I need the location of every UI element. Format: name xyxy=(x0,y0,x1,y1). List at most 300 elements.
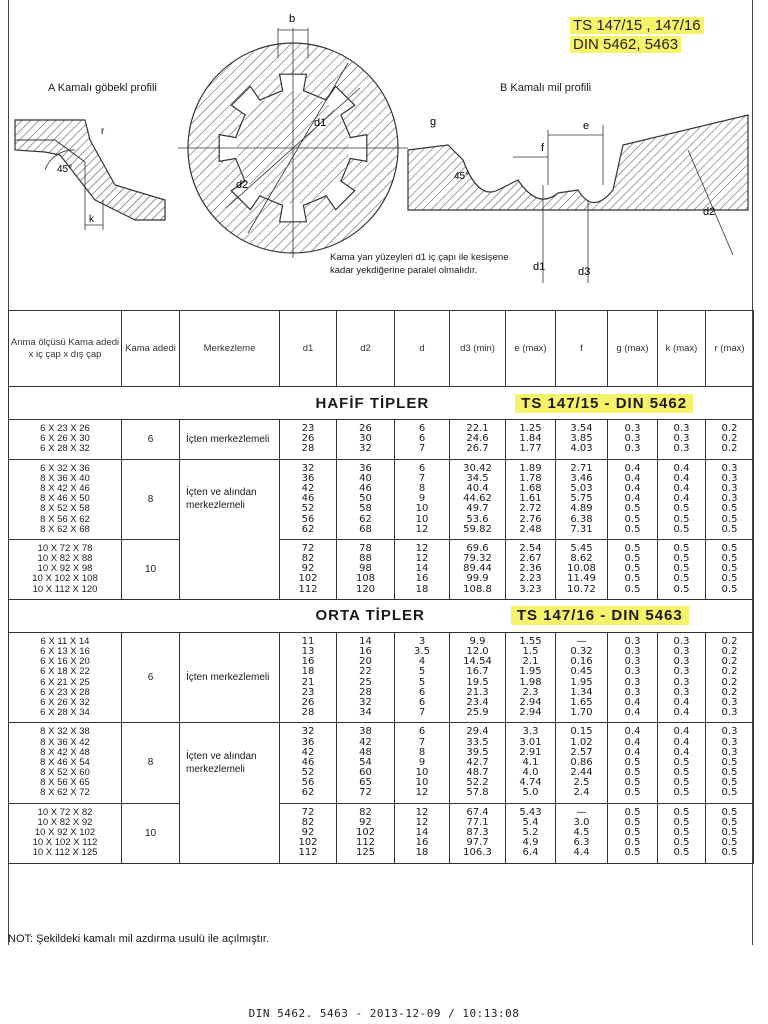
value-k: 0.4 xyxy=(673,746,690,758)
key-count-cell: 6 xyxy=(122,632,180,723)
value-d: 10 xyxy=(415,767,429,779)
value-d3: 22.1 xyxy=(466,423,489,434)
value-d2: 112 xyxy=(355,837,376,849)
value-d3: 9.9 xyxy=(469,635,486,647)
col-k-cell xyxy=(658,420,706,460)
section-title: HAFİF TİPLER xyxy=(315,394,430,412)
centering-cell: İçten merkezlemeli xyxy=(180,632,280,723)
value-d3: 77.1 xyxy=(466,816,489,828)
value-r: 0.2 xyxy=(721,676,738,688)
value-d3: 106.3 xyxy=(463,847,492,859)
value-k: 0.5 xyxy=(673,756,690,768)
value-g: 0.5 xyxy=(624,563,641,575)
centering-cell: İçten merkezlemeli xyxy=(180,420,280,460)
value-d: 3.5 xyxy=(414,646,430,657)
value-g: 0.5 xyxy=(624,777,641,789)
value-g: 0.5 xyxy=(624,787,641,799)
value-d1: 82 xyxy=(301,553,315,565)
col-k-cell xyxy=(658,459,706,539)
value-d1: 52 xyxy=(301,767,315,779)
value-r: 0.2 xyxy=(721,686,738,698)
col-f-cell xyxy=(556,723,608,803)
col-e-cell xyxy=(506,539,556,599)
size-cell xyxy=(9,420,122,460)
value-f: 1.02 xyxy=(570,736,593,748)
value-e: 5.43 xyxy=(519,806,542,818)
value-r: 0.3 xyxy=(721,493,738,505)
value-k: 0.3 xyxy=(673,656,690,668)
centering-cell xyxy=(180,539,280,599)
value-r: 0.2 xyxy=(721,443,738,455)
col-e-cell xyxy=(506,632,556,723)
section-title: ORTA TİPLER xyxy=(315,607,425,625)
value-f: 1.65 xyxy=(570,696,593,708)
size-value: 6 X 26 X 32 xyxy=(40,696,90,708)
value-d3: 24.6 xyxy=(466,433,489,445)
value-d1: 46 xyxy=(301,756,315,768)
value-d3: 21.3 xyxy=(466,686,489,698)
value-d: 10 xyxy=(415,777,429,789)
size-value: 8 X 36 X 42 xyxy=(40,736,90,748)
value-d1: 36 xyxy=(301,736,315,748)
value-r: 0.3 xyxy=(721,736,738,748)
value-d: 6 xyxy=(418,433,426,445)
value-r: 0.5 xyxy=(721,513,738,525)
key-count-cell: 10 xyxy=(122,803,180,863)
value-g: 0.5 xyxy=(624,816,641,828)
col-r-cell xyxy=(706,632,754,723)
col-d1-cell xyxy=(280,803,337,863)
value-e: 3.01 xyxy=(519,736,542,748)
value-r: 0.5 xyxy=(721,553,738,565)
value-g: 0.4 xyxy=(624,696,641,708)
section-spacer xyxy=(9,387,280,420)
header-g: g (max) xyxy=(608,311,658,387)
value-k: 0.4 xyxy=(673,493,690,505)
value-d3: 30.42 xyxy=(463,462,492,474)
value-e: 2.36 xyxy=(519,563,542,575)
col-r-cell xyxy=(706,723,754,803)
value-r: 0.2 xyxy=(721,423,738,434)
value-e: 1.61 xyxy=(519,493,542,505)
value-d: 14 xyxy=(415,563,429,575)
value-g: 0.3 xyxy=(624,656,641,668)
col-f-cell xyxy=(556,803,608,863)
col-f-cell xyxy=(556,632,608,723)
value-g: 0.5 xyxy=(624,847,641,859)
value-r: 0.5 xyxy=(721,777,738,789)
value-d: 12 xyxy=(415,542,429,554)
value-e: 1.95 xyxy=(519,666,542,678)
value-k: 0.3 xyxy=(673,443,690,455)
value-r: 0.5 xyxy=(721,767,738,779)
value-e: 2.94 xyxy=(519,707,542,719)
header-d: d xyxy=(395,311,450,387)
col-k-cell xyxy=(658,539,706,599)
value-e: 4.0 xyxy=(522,767,539,779)
value-f: 3.0 xyxy=(573,816,590,828)
value-e: 4.1 xyxy=(522,756,539,768)
value-k: 0.5 xyxy=(673,816,690,828)
col-g-cell xyxy=(608,539,658,599)
value-d3: 69.6 xyxy=(466,542,489,554)
value-f: 3.85 xyxy=(570,433,593,445)
value-d2: 42 xyxy=(359,736,372,748)
value-k: 0.5 xyxy=(673,777,690,789)
size-value: 8 X 32 X 38 xyxy=(40,726,90,738)
value-e: 4.74 xyxy=(519,777,542,789)
value-e: 5.4 xyxy=(522,816,539,828)
value-d1: 72 xyxy=(301,542,315,554)
size-value: 6 X 26 X 30 xyxy=(40,433,90,445)
header-d1: d1 xyxy=(280,311,337,387)
col-r-cell xyxy=(706,420,754,460)
value-d3: 79.32 xyxy=(463,553,492,565)
header-d2: d2 xyxy=(337,311,395,387)
col-f-cell xyxy=(556,420,608,460)
size-value: 8 X 42 X 48 xyxy=(40,746,90,758)
value-d3: 44.62 xyxy=(463,493,492,505)
value-f: 2.4 xyxy=(573,787,590,799)
value-d: 12 xyxy=(415,553,429,565)
size-value: 6 X 16 X 20 xyxy=(40,656,90,668)
value-d1: 72 xyxy=(301,806,315,818)
value-e: 2.91 xyxy=(519,746,542,758)
col-d3-cell xyxy=(450,539,506,599)
value-d: 5 xyxy=(418,676,426,688)
value-d2: 78 xyxy=(359,542,372,554)
value-d3: 12.0 xyxy=(466,646,489,657)
value-r: 0.5 xyxy=(721,847,738,859)
value-r: 0.3 xyxy=(721,472,738,484)
value-e: 6.4 xyxy=(522,847,539,859)
header-centering: Merkezleme xyxy=(180,311,280,387)
value-f: 10.08 xyxy=(567,563,596,575)
value-k: 0.4 xyxy=(673,726,690,738)
value-d3: 23.4 xyxy=(466,696,489,708)
col-d3-cell xyxy=(450,459,506,539)
col-d-cell xyxy=(395,420,450,460)
value-d2: 38 xyxy=(359,726,372,738)
value-k: 0.5 xyxy=(673,827,690,838)
section-header xyxy=(280,599,754,632)
section-standard: TS 147/16 - DIN 5463 xyxy=(511,606,689,625)
value-d: 16 xyxy=(415,573,429,585)
value-r: 0.5 xyxy=(721,563,738,575)
key-count-cell: 8 xyxy=(122,723,180,803)
size-value: 8 X 42 X 46 xyxy=(40,482,90,494)
value-d2: 32 xyxy=(359,443,372,455)
value-g: 0.3 xyxy=(624,635,641,647)
standard-ref-line2: DIN 5462, 5463 xyxy=(570,36,681,53)
value-f: — xyxy=(576,806,587,818)
value-r: 0.5 xyxy=(721,573,738,585)
value-g: 0.3 xyxy=(624,423,641,434)
value-f: 0.15 xyxy=(570,726,593,738)
section-band xyxy=(9,599,754,632)
col-g-cell xyxy=(608,803,658,863)
value-d1: 11 xyxy=(301,635,315,647)
value-f: 0.45 xyxy=(570,666,593,678)
col-g-cell xyxy=(608,723,658,803)
value-g: 0.5 xyxy=(624,553,641,565)
section-band xyxy=(9,387,754,420)
value-f: 2.57 xyxy=(570,746,593,758)
value-r: 0.3 xyxy=(721,746,738,758)
value-r: 0.3 xyxy=(721,482,738,494)
size-cell xyxy=(9,803,122,863)
value-r: 0.5 xyxy=(721,787,738,799)
value-d: 6 xyxy=(418,423,426,434)
value-g: 0.5 xyxy=(624,542,641,554)
dim-k-label: k xyxy=(89,214,94,225)
value-d1: 112 xyxy=(298,847,318,859)
value-d2: 34 xyxy=(359,707,372,719)
hub-profile-label: A Kamalı göbekl profili xyxy=(48,82,157,94)
value-r: 0.3 xyxy=(721,696,738,708)
size-value: 6 X 18 X 22 xyxy=(40,666,90,678)
table-row-group xyxy=(9,803,754,863)
value-e: 2.1 xyxy=(522,656,539,668)
size-value: 8 X 56 X 65 xyxy=(40,777,90,789)
value-d1: 16 xyxy=(301,656,315,668)
value-d: 7 xyxy=(418,707,426,719)
value-e: 2.54 xyxy=(519,542,542,554)
value-d1: 21 xyxy=(301,676,315,688)
value-r: 0.5 xyxy=(721,827,738,838)
value-d3: 14.54 xyxy=(463,656,492,668)
size-value: 8 X 52 X 58 xyxy=(40,503,90,515)
size-value: 10 X 102 X 108 xyxy=(32,573,98,585)
value-d: 7 xyxy=(418,472,426,484)
dim-g-label: g xyxy=(430,116,437,128)
value-d2: 32 xyxy=(359,696,372,708)
value-d1: 23 xyxy=(301,686,315,698)
value-d1: 62 xyxy=(301,523,315,535)
value-g: 0.5 xyxy=(624,583,641,595)
col-f-cell xyxy=(556,539,608,599)
value-r: 0.2 xyxy=(721,635,738,647)
value-d2: 65 xyxy=(359,777,372,789)
value-g: 0.5 xyxy=(624,503,641,515)
value-g: 0.3 xyxy=(624,676,641,688)
table-row-group xyxy=(9,723,754,803)
spline-spec-table xyxy=(8,310,754,864)
value-g: 0.4 xyxy=(624,482,641,494)
value-e: 1.5 xyxy=(522,646,539,657)
value-e: 2.94 xyxy=(519,696,542,708)
value-d2: 28 xyxy=(359,686,372,698)
value-f: 3.46 xyxy=(570,472,593,484)
value-e: 1.68 xyxy=(519,482,542,494)
value-d1: 92 xyxy=(301,563,315,575)
value-e: 1.98 xyxy=(519,676,542,688)
value-d3: 29.4 xyxy=(466,726,489,738)
value-g: 0.3 xyxy=(624,666,641,678)
value-d3: 42.7 xyxy=(466,756,489,768)
value-d: 6 xyxy=(418,686,426,698)
value-g: 0.4 xyxy=(624,493,641,505)
col-d2-cell xyxy=(337,723,395,803)
col-d1-cell xyxy=(280,539,337,599)
value-d1: 82 xyxy=(301,816,315,828)
value-d1: 52 xyxy=(301,503,315,515)
col-d3-cell xyxy=(450,803,506,863)
header-count: Kama adedi xyxy=(122,311,180,387)
value-d: 10 xyxy=(415,503,429,515)
value-d2: 40 xyxy=(359,472,372,484)
value-d1: 13 xyxy=(301,646,315,657)
col-g-cell xyxy=(608,632,658,723)
col-e-cell xyxy=(506,459,556,539)
col-r-cell xyxy=(706,459,754,539)
size-value: 6 X 13 X 16 xyxy=(40,646,90,657)
value-k: 0.5 xyxy=(673,523,690,535)
value-f: 5.03 xyxy=(570,482,593,494)
dim-d1-label: d1 xyxy=(314,117,327,129)
value-f: 0.16 xyxy=(570,656,593,668)
value-d3: 57.8 xyxy=(466,787,489,799)
value-d: 16 xyxy=(415,837,429,849)
col-d-cell xyxy=(395,632,450,723)
col-d2-cell xyxy=(337,420,395,460)
value-d3: 40.4 xyxy=(466,482,489,494)
value-k: 0.5 xyxy=(673,542,690,554)
value-f: 1.34 xyxy=(570,686,593,698)
value-f: 1.95 xyxy=(570,676,593,688)
value-d2: 92 xyxy=(359,816,372,828)
value-d1: 62 xyxy=(301,787,315,799)
col-d2-cell xyxy=(337,459,395,539)
value-d: 9 xyxy=(418,493,426,505)
col-g-cell xyxy=(608,459,658,539)
value-d2: 120 xyxy=(355,583,376,595)
size-value: 10 X 72 X 78 xyxy=(37,542,93,554)
size-value: 8 X 56 X 62 xyxy=(40,513,90,525)
value-d2: 62 xyxy=(359,513,372,525)
value-g: 0.5 xyxy=(624,827,641,838)
value-d1: 42 xyxy=(301,482,315,494)
value-e: 2.48 xyxy=(519,523,542,535)
col-d-cell xyxy=(395,723,450,803)
value-d: 8 xyxy=(418,746,426,758)
section-header xyxy=(280,387,754,420)
page-footer: DIN 5462. 5463 - 2013-12-09 / 10:13:08 xyxy=(248,1007,520,1020)
value-d2: 36 xyxy=(359,462,372,474)
value-d1: 18 xyxy=(301,666,315,678)
size-value: 10 X 92 X 102 xyxy=(34,827,96,838)
value-d3: 52.2 xyxy=(466,777,489,789)
col-d-cell xyxy=(395,459,450,539)
size-cell xyxy=(9,723,122,803)
value-e: 2.72 xyxy=(519,503,542,515)
value-r: 0.5 xyxy=(721,503,738,515)
col-d-cell xyxy=(395,539,450,599)
value-g: 0.3 xyxy=(624,686,641,698)
header-d3: d3 (min) xyxy=(450,311,506,387)
value-d3: 108.8 xyxy=(463,583,492,595)
value-d3: 97.7 xyxy=(466,837,489,849)
value-g: 0.4 xyxy=(624,736,641,748)
table-row-group xyxy=(9,539,754,599)
value-d: 6 xyxy=(418,696,426,708)
value-d: 18 xyxy=(415,847,429,859)
col-d1-cell xyxy=(280,420,337,460)
col-d-cell xyxy=(395,803,450,863)
size-value: 10 X 82 X 88 xyxy=(37,553,93,565)
col-k-cell xyxy=(658,632,706,723)
value-f: 5.45 xyxy=(570,542,593,554)
col-d3-cell xyxy=(450,723,506,803)
value-d3: 49.7 xyxy=(466,503,489,515)
value-k: 0.4 xyxy=(673,736,690,748)
value-d: 5 xyxy=(418,666,426,678)
value-e: 1.55 xyxy=(519,635,542,647)
col-k-cell xyxy=(658,723,706,803)
value-e: 2.3 xyxy=(522,686,539,698)
standard-ref-line1: TS 147/15 , 147/16 xyxy=(570,17,704,34)
col-k-cell xyxy=(658,803,706,863)
size-value: 10 X 72 X 82 xyxy=(37,806,93,818)
value-r: 0.2 xyxy=(721,656,738,668)
size-value: 8 X 62 X 68 xyxy=(40,523,90,535)
dim-angle-label: 45° xyxy=(57,164,73,175)
col-e-cell xyxy=(506,420,556,460)
size-value: 10 X 102 X 112 xyxy=(32,837,98,849)
header-r: r (max) xyxy=(706,311,754,387)
value-d: 10 xyxy=(415,513,429,525)
value-f: 4.4 xyxy=(573,847,590,859)
value-e: 1.89 xyxy=(519,462,542,474)
value-d2: 125 xyxy=(355,847,376,859)
key-count-cell: 10 xyxy=(122,539,180,599)
value-k: 0.5 xyxy=(673,767,690,779)
value-k: 0.5 xyxy=(673,583,690,595)
value-d1: 102 xyxy=(298,837,318,849)
dim-r-label: r xyxy=(101,126,105,137)
value-e: 2.23 xyxy=(519,573,542,585)
value-d: 7 xyxy=(418,736,426,748)
value-d2: 98 xyxy=(359,563,372,575)
value-d2: 108 xyxy=(355,573,376,585)
value-k: 0.3 xyxy=(673,676,690,688)
dim-e-label: e xyxy=(583,120,590,132)
value-f: 10.72 xyxy=(567,583,596,595)
value-r: 0.5 xyxy=(721,756,738,768)
value-e: 3.3 xyxy=(522,726,539,738)
size-value: 6 X 28 X 32 xyxy=(40,443,90,455)
value-f: — xyxy=(576,635,587,647)
value-k: 0.5 xyxy=(673,573,690,585)
size-cell xyxy=(9,539,122,599)
value-g: 0.4 xyxy=(624,472,641,484)
value-g: 0.5 xyxy=(624,806,641,818)
value-r: 0.5 xyxy=(721,806,738,818)
value-d1: 23 xyxy=(301,423,315,434)
dim-d2-label: d2 xyxy=(236,179,249,191)
value-k: 0.5 xyxy=(673,837,690,849)
dim-d2-b-label: d2 xyxy=(703,206,716,218)
table-row-group xyxy=(9,459,754,539)
value-d1: 92 xyxy=(301,827,315,838)
section-standard: TS 147/15 - DIN 5462 xyxy=(515,394,693,413)
dim-d3-label: d3 xyxy=(578,266,591,278)
value-k: 0.4 xyxy=(673,707,690,719)
value-k: 0.4 xyxy=(673,462,690,474)
value-r: 0.3 xyxy=(721,462,738,474)
value-k: 0.5 xyxy=(673,513,690,525)
value-d3: 19.5 xyxy=(466,676,489,688)
